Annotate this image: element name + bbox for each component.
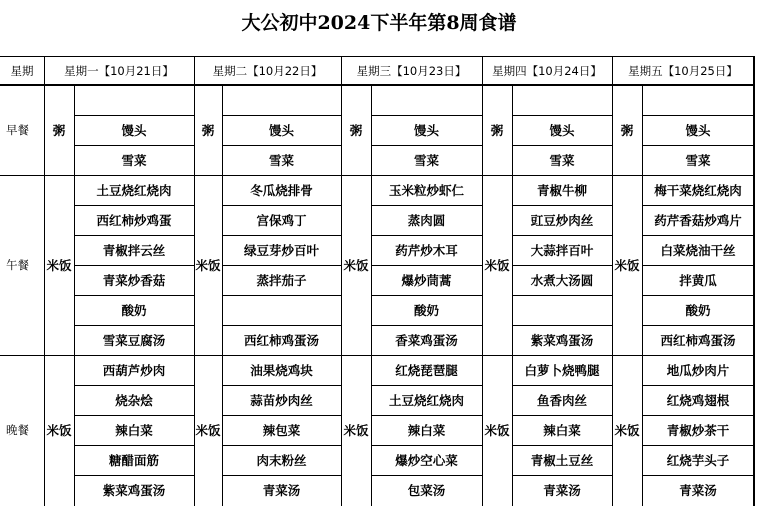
staple-food: 米饭 — [195, 423, 221, 438]
staple-food: 米饭 — [614, 258, 640, 273]
grid-line — [74, 145, 195, 146]
dish-cell: 绿豆芽炒百叶 — [243, 243, 319, 258]
dish-cell — [512, 85, 612, 115]
dish-cell: 西葫芦炒肉 — [102, 363, 166, 378]
dish-cell: 红烧芋头子 — [666, 453, 730, 468]
grid-line — [74, 385, 195, 386]
grid-line — [74, 115, 195, 116]
meal-label: 午餐 — [6, 258, 29, 272]
dish-cell: 馒头 — [413, 123, 439, 138]
grid-line — [482, 56, 483, 506]
grid-line — [371, 265, 483, 266]
dish-cell: 白萝卜烧鸭腿 — [524, 363, 600, 378]
dish-cell: 馒头 — [549, 123, 575, 138]
dish-cell: 青菜汤 — [262, 483, 301, 498]
grid-line — [642, 205, 755, 206]
dish-cell: 青菜汤 — [679, 483, 717, 498]
grid-line — [512, 445, 613, 446]
header-day: 星期五【10月25日】 — [628, 63, 738, 78]
header-day: 星期二【10月22日】 — [212, 63, 323, 78]
header-period: 星期 — [10, 63, 34, 78]
grid-line — [612, 56, 613, 506]
grid-line — [0, 56, 755, 57]
dish-cell: 雪菜 — [685, 153, 711, 168]
grid-line — [74, 265, 195, 266]
grid-line — [642, 445, 755, 446]
dish-cell: 蒸拌茄子 — [256, 273, 307, 288]
grid-line — [371, 85, 372, 506]
dish-cell: 青椒牛柳 — [536, 183, 587, 198]
grid-line — [222, 445, 342, 446]
grid-line — [371, 295, 483, 296]
dish-cell: 青菜汤 — [543, 483, 581, 498]
dish-cell: 雪菜 — [268, 153, 294, 168]
dish-cell — [512, 295, 612, 325]
dish-cell: 雪菜 — [549, 153, 575, 168]
dish-cell: 梅干菜烧红烧肉 — [654, 183, 742, 198]
grid-line — [512, 265, 613, 266]
page-title: 大公初中2024下半年第8周食谱 — [241, 12, 517, 34]
grid-line — [74, 205, 195, 206]
staple-food: 米饭 — [614, 423, 640, 438]
dish-cell: 西红柿鸡蛋汤 — [660, 333, 736, 348]
dish-cell: 地瓜炒肉片 — [666, 363, 730, 378]
grid-line — [222, 205, 342, 206]
staple-food: 米饭 — [195, 258, 221, 273]
header-day: 星期一【10月21日】 — [64, 63, 174, 78]
grid-line — [512, 205, 613, 206]
grid-line — [512, 145, 613, 146]
grid-line — [371, 205, 483, 206]
grid-line — [371, 415, 483, 416]
grid-line — [371, 145, 483, 146]
grid-line — [222, 295, 342, 296]
dish-cell: 玉米粒炒虾仁 — [388, 183, 464, 198]
staple-food: 米饭 — [46, 258, 72, 273]
dish-cell: 香菜鸡蛋汤 — [395, 333, 458, 348]
grid-line — [222, 475, 342, 476]
dish-cell: 酸奶 — [685, 303, 711, 318]
dish-cell: 宫保鸡丁 — [256, 213, 307, 228]
dish-cell: 紫菜鸡蛋汤 — [530, 333, 594, 348]
dish-cell — [371, 85, 482, 115]
dish-cell: 馒头 — [121, 123, 147, 138]
dish-cell: 烧杂烩 — [115, 393, 153, 408]
grid-line — [194, 56, 195, 506]
staple-food: 米饭 — [46, 423, 72, 438]
staple-food: 米饭 — [343, 258, 369, 273]
grid-line — [642, 295, 755, 296]
dish-cell: 雪菜 — [121, 153, 147, 168]
dish-cell: 水煮大汤圆 — [530, 273, 594, 288]
grid-line — [222, 145, 342, 146]
grid-line — [642, 145, 755, 146]
dish-cell: 肉末粉丝 — [256, 453, 307, 468]
dish-cell: 药芹炒木耳 — [395, 243, 458, 258]
dish-cell: 青菜炒香菇 — [102, 273, 166, 288]
grid-line — [642, 265, 755, 266]
grid-line — [74, 235, 195, 236]
header-day: 星期四【10月24日】 — [492, 63, 602, 78]
dish-cell: 爆炒茼蒿 — [401, 273, 452, 288]
grid-line — [512, 115, 613, 116]
grid-line — [74, 295, 195, 296]
grid-line — [512, 415, 613, 416]
staple-food: 米饭 — [484, 258, 510, 273]
grid-line — [222, 415, 342, 416]
grid-line — [74, 475, 195, 476]
grid-line — [74, 85, 75, 506]
grid-line — [642, 235, 755, 236]
grid-line — [512, 85, 513, 506]
dish-cell — [222, 295, 341, 325]
dish-cell: 雪菜豆腐汤 — [102, 333, 166, 348]
dish-cell: 青椒炒茶干 — [666, 423, 730, 438]
grid-line — [512, 385, 613, 386]
grid-line — [642, 415, 755, 416]
dish-cell: 酸奶 — [121, 303, 147, 318]
dish-cell: 西红柿鸡蛋汤 — [243, 333, 319, 348]
staple-food: 粥 — [52, 123, 66, 138]
grid-line — [512, 475, 613, 476]
grid-line — [512, 325, 613, 326]
dish-cell: 大蒜拌百叶 — [530, 243, 594, 258]
grid-line — [371, 475, 483, 476]
staple-food: 粥 — [201, 123, 215, 138]
dish-cell: 药芹香菇炒鸡片 — [654, 213, 742, 228]
dish-cell: 辣白菜 — [543, 423, 581, 438]
dish-cell — [642, 85, 754, 115]
grid-line — [512, 295, 613, 296]
staple-food: 米饭 — [484, 423, 510, 438]
dish-cell — [74, 85, 194, 115]
staple-food: 粥 — [620, 123, 634, 138]
grid-line — [642, 385, 755, 386]
grid-line — [222, 115, 342, 116]
meal-label: 早餐 — [6, 123, 29, 137]
grid-line — [74, 415, 195, 416]
dish-cell: 辣包菜 — [262, 423, 301, 438]
dish-cell: 土豆烧红烧肉 — [388, 393, 464, 408]
grid-line — [753, 56, 755, 506]
grid-line — [74, 325, 195, 326]
dish-cell: 拌黄瓜 — [679, 273, 717, 288]
grid-line — [371, 115, 483, 116]
grid-line — [642, 325, 755, 326]
grid-line — [222, 325, 342, 326]
dish-cell: 糖醋面筋 — [108, 453, 159, 468]
dish-cell — [222, 85, 341, 115]
dish-cell: 蒜苗炒肉丝 — [250, 393, 313, 408]
grid-line — [222, 235, 342, 236]
grid-line — [44, 56, 45, 506]
grid-line — [512, 235, 613, 236]
dish-cell: 辣白菜 — [407, 423, 446, 438]
staple-food: 粥 — [349, 123, 363, 138]
grid-line — [371, 385, 483, 386]
dish-cell: 紫菜鸡蛋汤 — [102, 483, 166, 498]
grid-line — [642, 85, 643, 506]
dish-cell: 西红柿炒鸡蛋 — [96, 213, 172, 228]
grid-line — [222, 385, 342, 386]
dish-cell: 辣白菜 — [115, 423, 153, 438]
grid-line — [341, 56, 342, 506]
dish-cell: 雪菜 — [413, 153, 439, 168]
dish-cell: 爆炒空心菜 — [395, 453, 458, 468]
grid-line — [642, 115, 755, 116]
grid-line — [222, 85, 223, 506]
header-day: 星期三【10月23日】 — [356, 63, 467, 78]
staple-food: 粥 — [490, 123, 504, 138]
dish-cell: 红烧鸡翅根 — [666, 393, 730, 408]
dish-cell: 豇豆炒肉丝 — [530, 213, 594, 228]
grid-line — [74, 445, 195, 446]
dish-cell: 鱼香肉丝 — [536, 393, 587, 408]
dish-cell: 白菜烧油干丝 — [660, 243, 736, 258]
dish-cell: 酸奶 — [413, 303, 439, 318]
staple-food: 米饭 — [343, 423, 369, 438]
dish-cell: 红烧琵琶腿 — [395, 363, 458, 378]
meal-label: 晚餐 — [6, 423, 29, 437]
grid-line — [371, 325, 483, 326]
dish-cell: 馒头 — [268, 123, 294, 138]
dish-cell: 土豆烧红烧肉 — [96, 183, 172, 198]
dish-cell: 蒸肉圆 — [407, 213, 446, 228]
dish-cell: 油果烧鸡块 — [250, 363, 313, 378]
grid-line — [222, 265, 342, 266]
grid-line — [371, 235, 483, 236]
dish-cell: 青椒土豆丝 — [530, 453, 594, 468]
dish-cell: 青椒拌云丝 — [102, 243, 166, 258]
grid-line — [642, 475, 755, 476]
grid-line — [371, 445, 483, 446]
dish-cell: 包菜汤 — [407, 483, 446, 498]
dish-cell: 冬瓜烧排骨 — [250, 183, 313, 198]
dish-cell: 馒头 — [685, 123, 711, 138]
